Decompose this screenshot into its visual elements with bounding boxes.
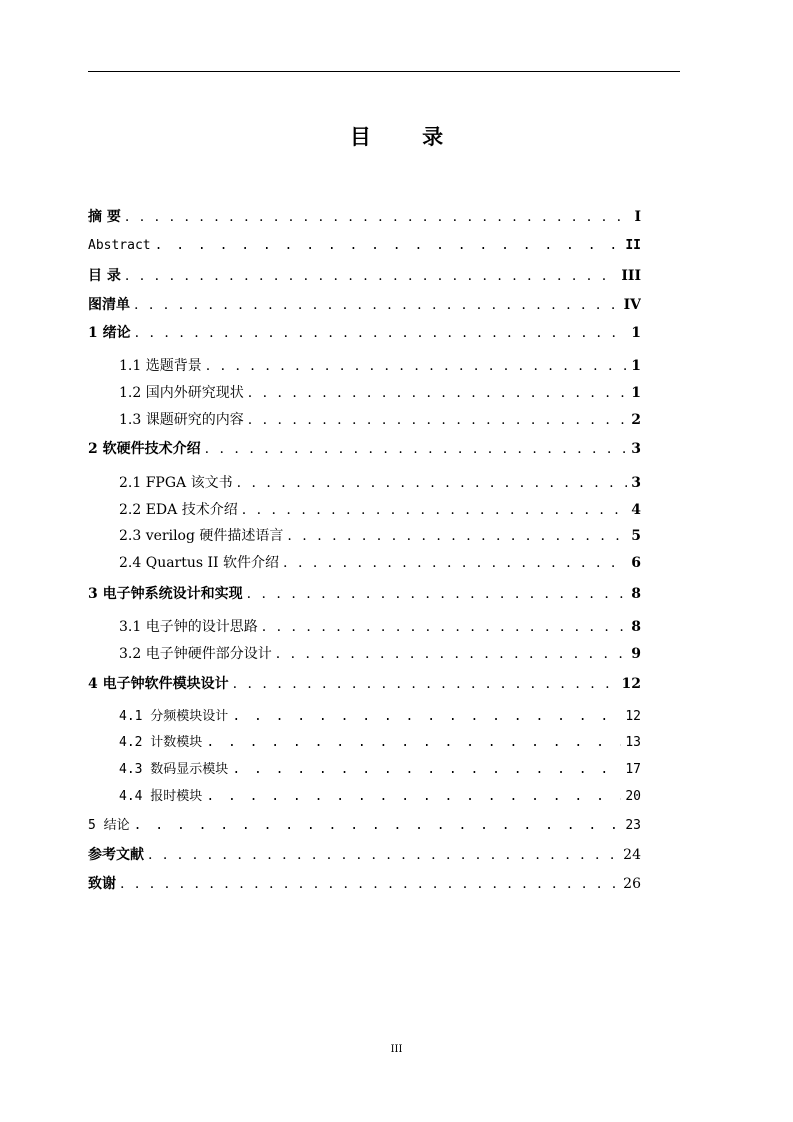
- toc-leader-dots: [232, 760, 621, 780]
- toc-entry-label: 4.3 数码显示模块: [119, 762, 229, 777]
- toc-leader-dots: [248, 410, 628, 430]
- toc-leader-dots: [120, 874, 619, 894]
- toc-entry-page: I: [634, 209, 641, 225]
- toc-leader-dots: [206, 733, 621, 753]
- toc-entry-label: 4.4 报时模块: [119, 789, 203, 804]
- toc-entry-label: 3.2 电子钟硬件部分设计: [119, 646, 272, 662]
- footer-page-number: III: [390, 1044, 403, 1055]
- toc-entry-page: 2: [631, 412, 641, 428]
- toc-leader-dots: [206, 787, 621, 807]
- toc-entry-section-2-3[interactable]: [119, 526, 641, 546]
- toc-entry-page: 1: [631, 385, 641, 401]
- toc-entry-page: 8: [631, 586, 641, 602]
- toc-entry-label: 4.2 计数模块: [119, 735, 203, 750]
- toc-entry-page: 12: [625, 709, 641, 724]
- toc-entry-abstract-cn[interactable]: [88, 207, 641, 227]
- toc-entry-label: 1.3 课题研究的内容: [119, 412, 244, 428]
- toc-entry-chapter-3[interactable]: [88, 584, 641, 604]
- toc-entry-acknowledgements[interactable]: [88, 874, 641, 894]
- toc-entry-label: 图清单: [88, 297, 130, 313]
- toc-leader-dots: [242, 500, 628, 520]
- toc-entry-page: 1: [631, 325, 641, 341]
- toc-entry-page: 4: [631, 502, 641, 518]
- toc-leader-dots: [148, 845, 619, 865]
- toc-entry-label: 1 绪论: [88, 325, 131, 341]
- toc-leader-dots: [283, 553, 627, 573]
- toc-leader-dots: [206, 356, 628, 376]
- toc-entry-contents[interactable]: [88, 266, 641, 286]
- toc-entry-label: 2.3 verilog 硬件描述语言: [119, 528, 284, 544]
- toc-entry-page: 9: [631, 646, 641, 662]
- toc-entry-section-3-2[interactable]: [119, 644, 641, 664]
- toc-entry-label: 2.1 FPGA 该文书: [119, 475, 233, 491]
- toc-entry-page: 6: [631, 555, 641, 571]
- page-title: 目 录: [349, 124, 466, 149]
- toc-entry-page: 12: [621, 676, 641, 692]
- toc-entry-label: 4 电子钟软件模块设计: [88, 676, 229, 692]
- toc-entry-section-4-2[interactable]: [119, 733, 641, 753]
- toc-entry-label: 目 录: [88, 268, 121, 284]
- toc-entry-chapter-4[interactable]: [88, 674, 641, 694]
- toc-leader-dots: [232, 707, 621, 727]
- toc-entry-label: 2 软硬件技术介绍: [88, 441, 201, 457]
- toc-entry-page: 26: [623, 876, 641, 892]
- toc-entry-chapter-1[interactable]: [88, 323, 641, 343]
- toc-entry-label: 3.1 电子钟的设计思路: [119, 619, 258, 635]
- toc-entry-section-1-1[interactable]: [119, 356, 641, 376]
- toc-entry-page: 13: [625, 735, 641, 750]
- toc-entry-page: 24: [623, 847, 641, 863]
- toc-entry-chapter-5[interactable]: [88, 816, 641, 836]
- toc-entry-section-4-4[interactable]: [119, 787, 641, 807]
- toc-entry-page: II: [625, 238, 641, 253]
- toc-leader-dots: [262, 617, 628, 637]
- toc-entry-label: 3 电子钟系统设计和实现: [88, 586, 243, 602]
- toc-leader-dots: [134, 816, 622, 836]
- toc-entry-page: 23: [625, 818, 641, 833]
- toc-entry-label: Abstract: [88, 238, 151, 253]
- toc-entry-label: 摘 要: [88, 209, 121, 225]
- toc-leader-dots: [287, 526, 627, 546]
- toc-entry-section-1-2[interactable]: [119, 383, 641, 403]
- toc-leader-dots: [125, 266, 617, 286]
- toc-entry-label: 2.2 EDA 技术介绍: [119, 502, 238, 518]
- toc-entry-label: 参考文献: [88, 847, 144, 863]
- toc-entry-label: 致谢: [88, 876, 116, 892]
- toc-leader-dots: [237, 473, 628, 493]
- toc-entry-label: 2.4 Quartus II 软件介绍: [119, 555, 280, 571]
- toc-entry-label: 1.1 选题背景: [119, 358, 202, 374]
- toc-entry-figure-list[interactable]: [88, 295, 641, 315]
- toc-entry-page: 3: [631, 441, 641, 457]
- toc-entry-section-2-4[interactable]: [119, 553, 641, 573]
- toc-entry-page: 3: [631, 475, 641, 491]
- toc-entry-section-2-2[interactable]: [119, 500, 641, 520]
- toc-leader-dots: [125, 207, 631, 227]
- toc-entry-section-3-1[interactable]: [119, 617, 641, 637]
- toc-entry-section-1-3[interactable]: [119, 410, 641, 430]
- toc-entry-page: 17: [625, 762, 641, 777]
- toc-entry-page: 5: [631, 528, 641, 544]
- toc-entry-page: 1: [631, 358, 641, 374]
- toc-leader-dots: [276, 644, 628, 664]
- toc-leader-dots: [233, 674, 618, 694]
- toc-entry-references[interactable]: [88, 845, 641, 865]
- toc-entry-section-4-3[interactable]: [119, 760, 641, 780]
- toc-entry-page: 8: [631, 619, 641, 635]
- toc-entry-page: III: [621, 268, 641, 284]
- toc-leader-dots: [248, 383, 628, 403]
- toc-entry-page: 20: [625, 789, 641, 804]
- toc-entry-section-2-1[interactable]: [119, 473, 641, 493]
- toc-leader-dots: [247, 584, 628, 604]
- toc-leader-dots: [135, 323, 628, 343]
- toc-entry-label: 1.2 国内外研究现状: [119, 385, 244, 401]
- toc-entry-label: 5 结论: [88, 818, 130, 833]
- toc-entry-label: 4.1 分频模块设计: [119, 709, 229, 724]
- toc-leader-dots: [134, 295, 620, 315]
- toc-entry-chapter-2[interactable]: [88, 439, 641, 459]
- toc-leader-dots: [205, 439, 628, 459]
- toc-entry-section-4-1[interactable]: [119, 707, 641, 727]
- toc-entry-page: IV: [623, 297, 641, 313]
- toc-leader-dots: [155, 236, 622, 256]
- toc-entry-abstract-en[interactable]: [88, 236, 641, 256]
